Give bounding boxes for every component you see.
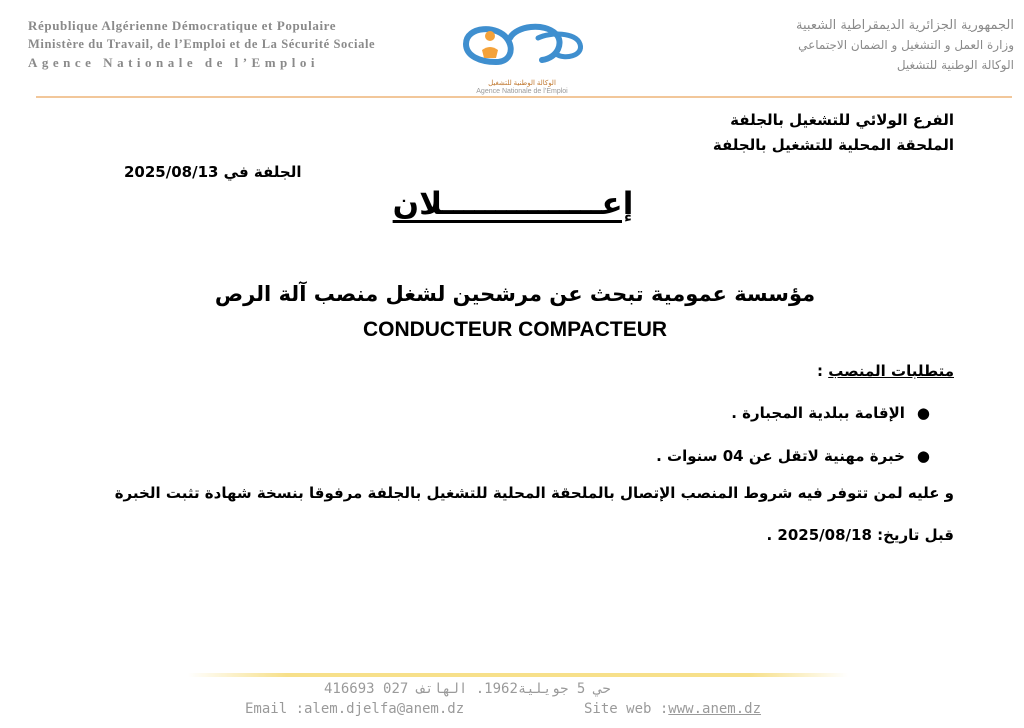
announcement-title: إعـــــــــــــــلان <box>392 186 634 222</box>
footer-site <box>584 701 761 717</box>
requirement-text: الإقامة ببلدية المجبارة . <box>731 404 905 422</box>
body-line1: و عليه لمن تتوفر فيه شروط المنصب الإتصال بالملحقة المحلية للتشغيل بالجلفة مرفوقا بنسخة شهادة تثبت الخبرة <box>114 484 954 502</box>
footer-email: Email :alem.djelfa@anem.dz <box>245 701 465 717</box>
header-divider <box>36 96 1012 98</box>
requirements-label: متطلبات المنصب <box>828 362 954 380</box>
requirements-heading <box>817 362 954 380</box>
header-fr-line3: Agence Nationale de l’Emploi <box>28 55 320 70</box>
header-fr-line2: Ministère du Travail, de l’Emploi et de La Sécurité Sociale <box>28 37 376 51</box>
anem-logo-icon <box>452 14 592 74</box>
bullet-icon: ● <box>916 404 930 422</box>
footer-address: حي 5 جويلية1962. الهاتف 027 416693 <box>324 681 611 697</box>
requirements-colon: : <box>816 362 823 380</box>
footer-divider <box>188 673 848 677</box>
branch-line1: الفرع الولائي للتشغيل بالجلفة <box>730 111 954 129</box>
branch-line2: الملحقة المحلية للتشغيل بالجلفة <box>712 136 954 154</box>
header-fr-line1: République Algérienne Démocratique et Populaire <box>28 18 337 33</box>
logo-text-ar: الوكالة الوطنية للتشغيل <box>488 80 556 87</box>
requirement-text: خبرة مهنية لاتقل عن 04 سنوات . <box>656 447 905 465</box>
anem-logo <box>452 14 592 95</box>
subtitle-fr: CONDUCTEUR COMPACTEUR <box>362 318 668 341</box>
footer-site-label: Site web : <box>584 701 669 717</box>
requirement-item <box>731 404 930 422</box>
body-line2: قبل تاريخ: 2025/08/18 . <box>766 526 954 544</box>
header-ar-line1: الجمهورية الجزائرية الديمقراطية الشعبية <box>796 18 1014 33</box>
subtitle-ar: مؤسسة عمومية تبحث عن مرشحين لشغل منصب آلة الرص <box>214 282 816 306</box>
date-line: الجلفة في 2025/08/13 <box>124 163 302 181</box>
header-ar-line3: الوكالة الوطنية للتشغيل <box>896 58 1014 72</box>
header-ar-line2: وزارة العمل و التشغيل و الضمان الاجتماعي <box>798 38 1014 52</box>
bullet-icon: ● <box>916 447 930 465</box>
logo-text-fr: Agence Nationale de l’Emploi <box>476 88 568 95</box>
requirement-item <box>656 447 930 465</box>
footer-site-link[interactable]: www.anem.dz <box>668 701 762 717</box>
